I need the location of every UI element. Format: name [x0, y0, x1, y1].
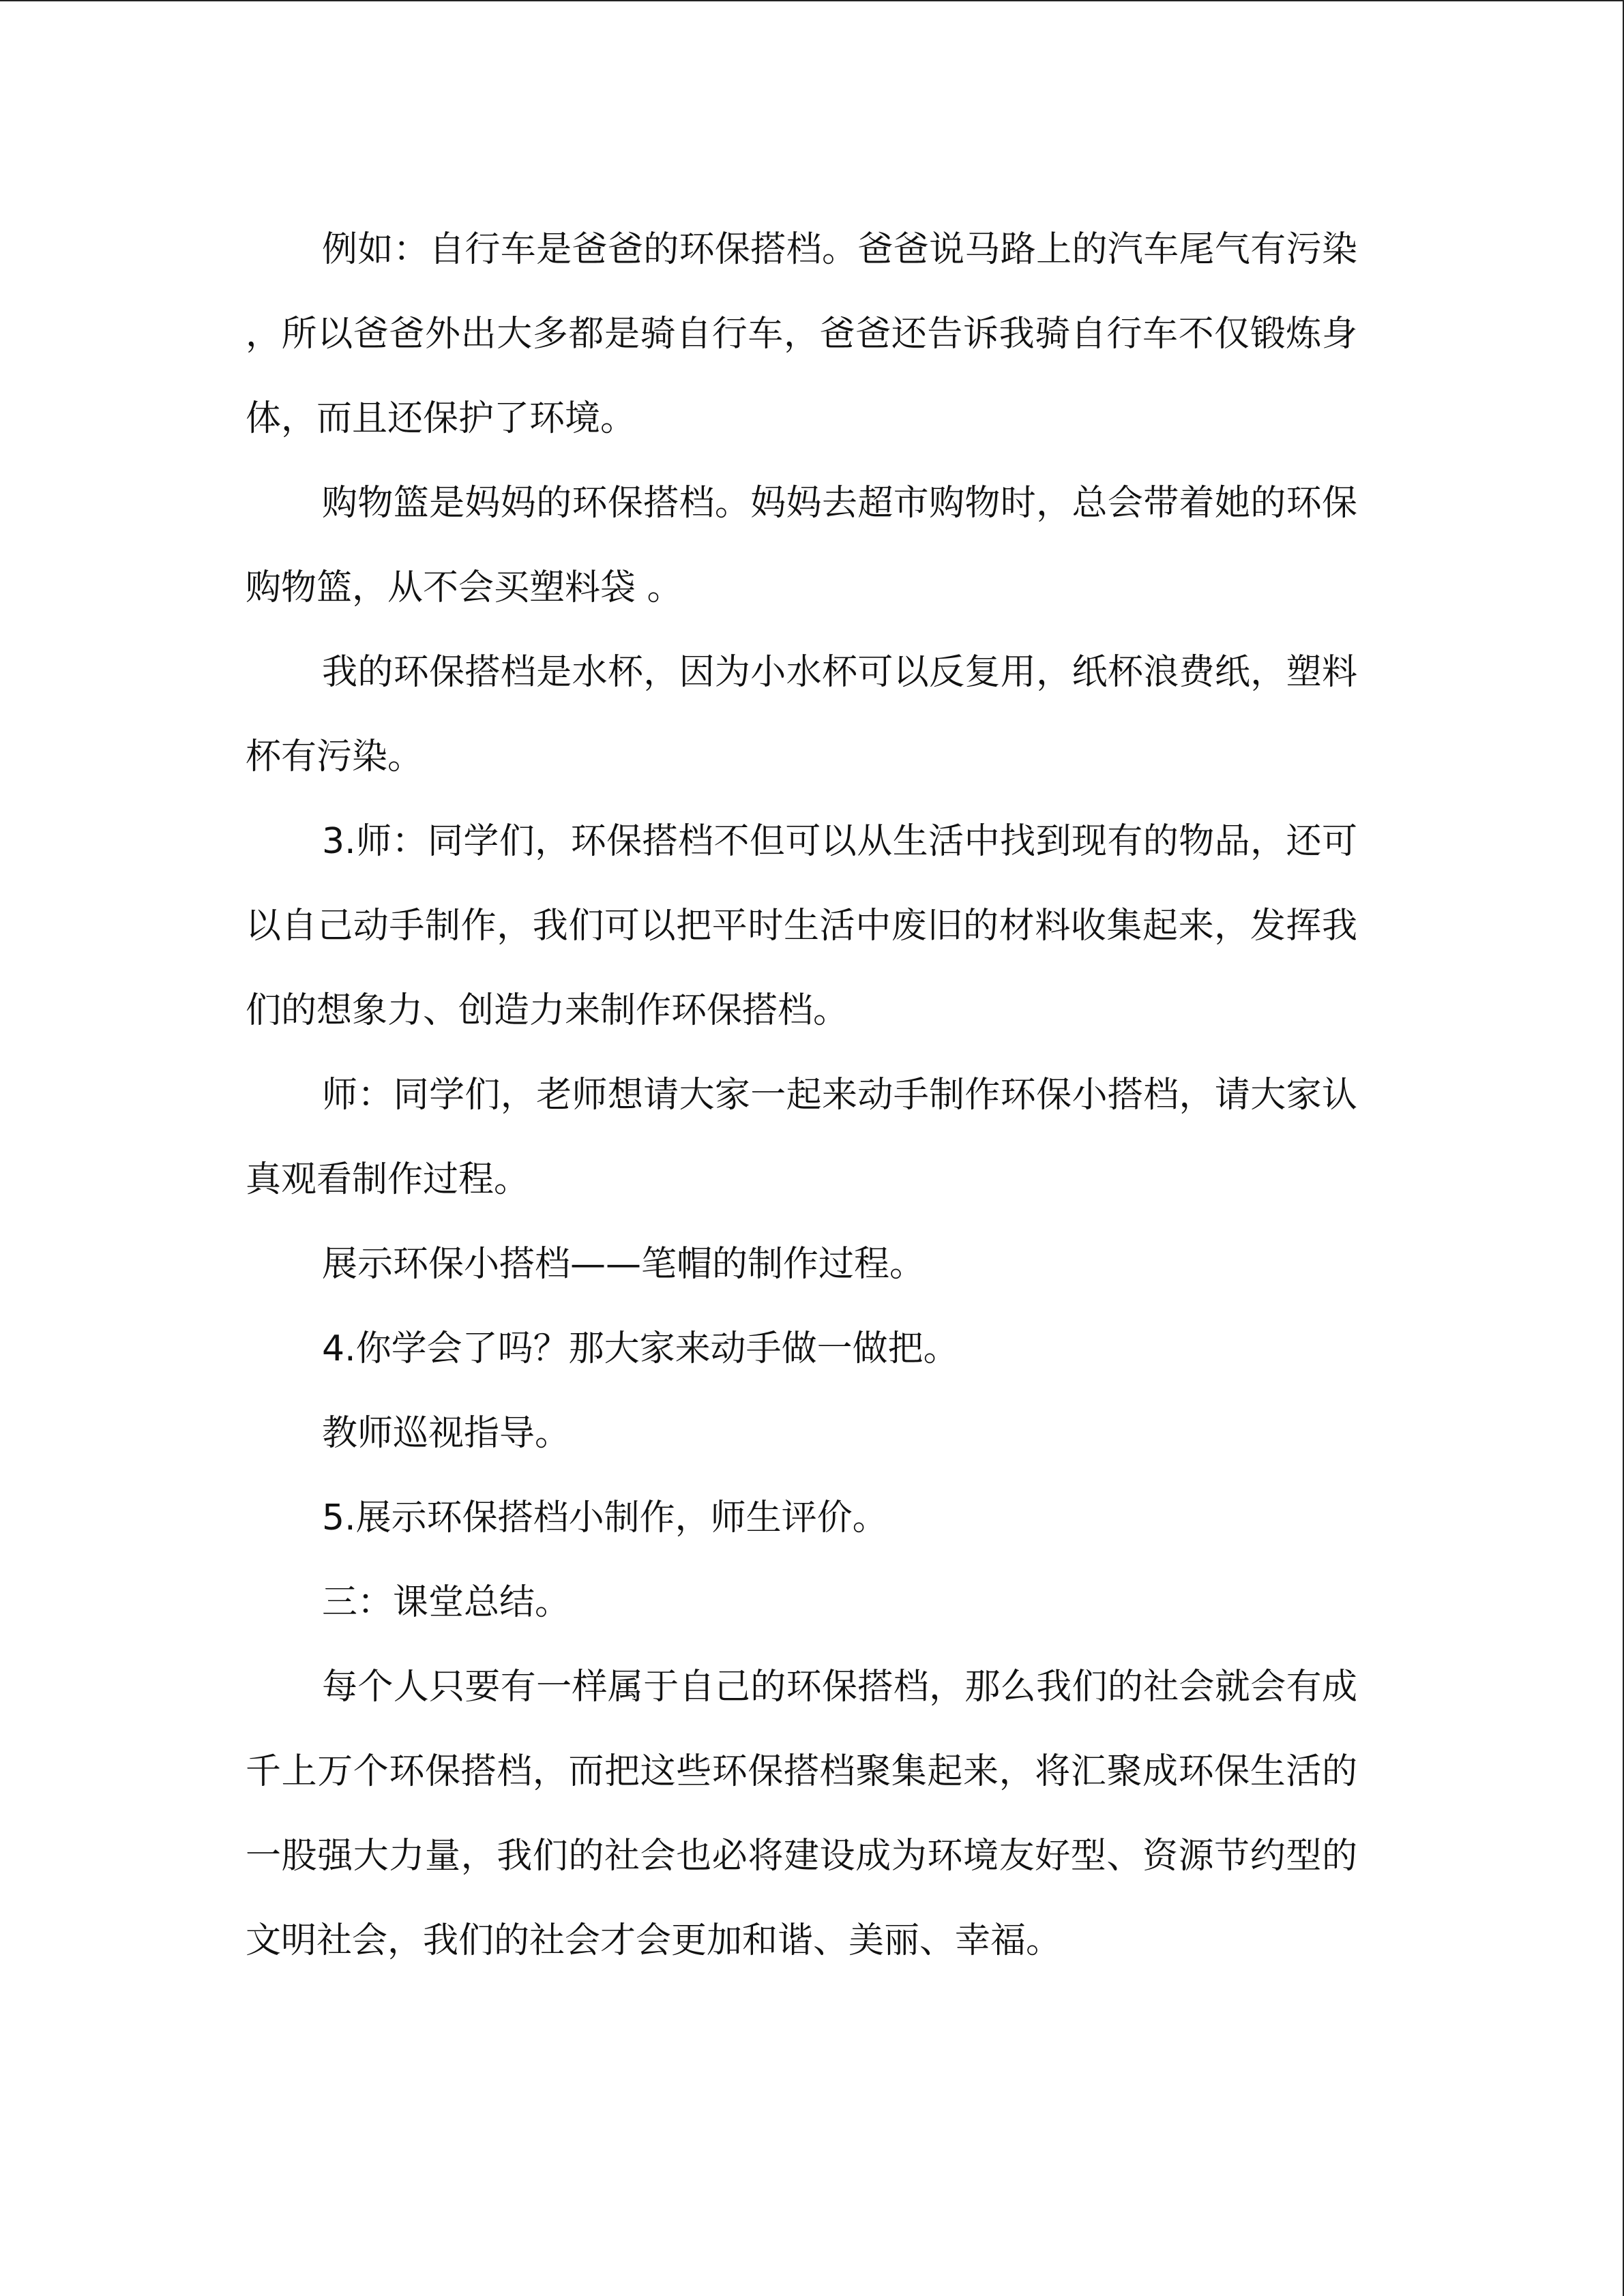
paragraph-teacher-guide: 教师巡视指导。 — [322, 1413, 571, 1454]
paragraph-step-3: 3.师：同学们，环保搭档不但可以从生活中找到现有的物品，还可以自己动手制作，我们可以把平时生活中废旧的材料收集起来，发挥我们的想象力、创造力来制作环保搭档。 — [246, 821, 1357, 1031]
paragraph-shopping-basket: 购物篮是妈妈的环保搭档。妈妈去超市购物时，总会带着她的环保购物篮，从不会买塑料袋 。 — [246, 483, 1357, 608]
paragraph-conclusion: 每个人只要有一样属于自己的环保搭档，那么我们的社会就会有成千上万个环保搭档，而把这些环保搭档聚集起来，将汇聚成环保生活的一股强大力量，我们的社会也必将建设成为环境友好型、资源节约型的文明社会，我们的社会才会更加和谐、美丽、幸福。 — [246, 1667, 1357, 1961]
paragraph-step-4: 4.你学会了吗？那大家来动手做一做把。 — [322, 1328, 959, 1369]
paragraph-water-cup: 我的环保搭档是水杯，因为小水杯可以反复用，纸杯浪费纸，塑料杯有污染。 — [246, 652, 1357, 777]
document-body — [246, 207, 1357, 1983]
paragraph-teacher-invite: 师：同学们，老师想请大家一起来动手制作环保小搭档，请大家认真观看制作过程。 — [246, 1075, 1357, 1200]
paragraph-step-5: 5.展示环保搭档小制作，师生评价。 — [322, 1497, 888, 1538]
paragraph-show-process: 展示环保小搭档——笔帽的制作过程。 — [322, 1244, 926, 1285]
section-heading-summary: 三：课堂总结。 — [322, 1582, 571, 1623]
paragraph-example-bicycle: 例如：自行车是爸爸的环保搭档。爸爸说马路上的汽车尾气有污染，所以爸爸外出大多都是骑自行车，爸爸还告诉我骑自行车不仅锻炼身体，而且还保护了环境。 — [246, 229, 1357, 439]
